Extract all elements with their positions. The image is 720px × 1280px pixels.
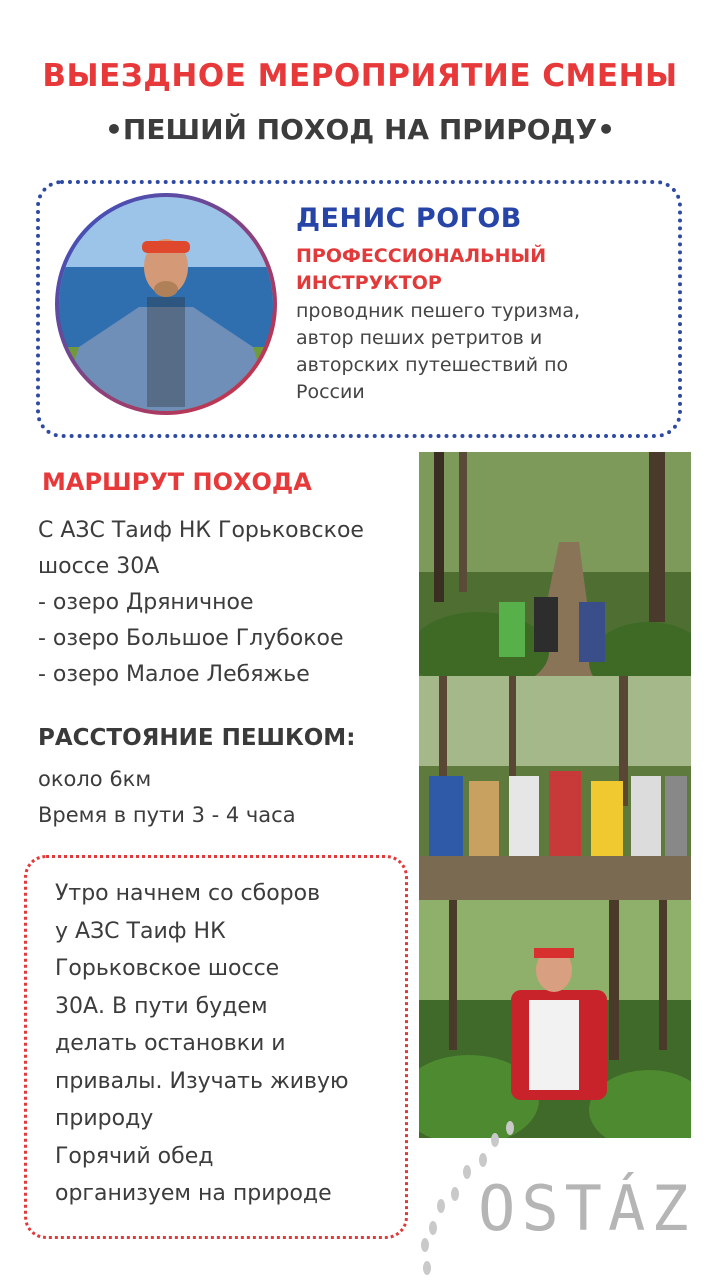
photo-child-hiker (419, 900, 691, 1138)
route-line: - озеро Большое Глубокое (38, 626, 344, 651)
route-heading: МАРШРУТ ПОХОДА (42, 468, 312, 496)
note-line: Утро начнем со сборов (55, 881, 321, 906)
portrait-icon (59, 197, 273, 411)
distance-info (38, 761, 296, 833)
distance-value: около 6км (38, 767, 152, 791)
note-line: организуем на природе (55, 1181, 332, 1206)
note-line: 30А. В пути будем (55, 993, 268, 1019)
note-line: Горьковское шоссе (55, 956, 280, 981)
route-line: - озеро Малое Лебяжье (38, 662, 310, 687)
brand-logo: OSTÁZ (478, 1172, 695, 1245)
photo-group-hike (419, 676, 691, 912)
note-line: Горячий обед (55, 1143, 214, 1169)
note-line: у АЗС Таиф НК (55, 918, 226, 944)
note-line: делать остановки и (55, 1031, 286, 1056)
instructor-role: ПРОФЕССИОНАЛЬНЫЙ ИНСТРУКТОР (296, 245, 547, 294)
instructor-photo (55, 193, 277, 415)
photo-forest-trail (419, 452, 691, 692)
distance-heading: РАССТОЯНИЕ ПЕШКОМ: (38, 725, 356, 751)
travel-time: Время в пути 3 - 4 часа (38, 803, 296, 827)
note-line: привалы. Изучать живую (55, 1068, 349, 1094)
route-line: шоссе 30А (38, 554, 160, 579)
page-title: ВЫЕЗДНОЕ МЕРОПРИЯТИЕ СМЕНЫ (42, 58, 678, 94)
instructor-bio: проводник пешего туризма, автор пеших ретритов и авторских путешествий по России (296, 300, 581, 403)
page-subtitle: •ПЕШИЙ ПОХОД НА ПРИРОДУ• (105, 113, 615, 146)
route-list (38, 513, 418, 693)
instructor-name: ДЕНИС РОГОВ (296, 203, 522, 234)
note-line: природу (55, 1106, 154, 1131)
note-text (55, 875, 405, 1213)
route-line: С АЗС Таиф НК Горьковское (38, 518, 364, 543)
route-line: - озеро Дряничное (38, 590, 254, 615)
